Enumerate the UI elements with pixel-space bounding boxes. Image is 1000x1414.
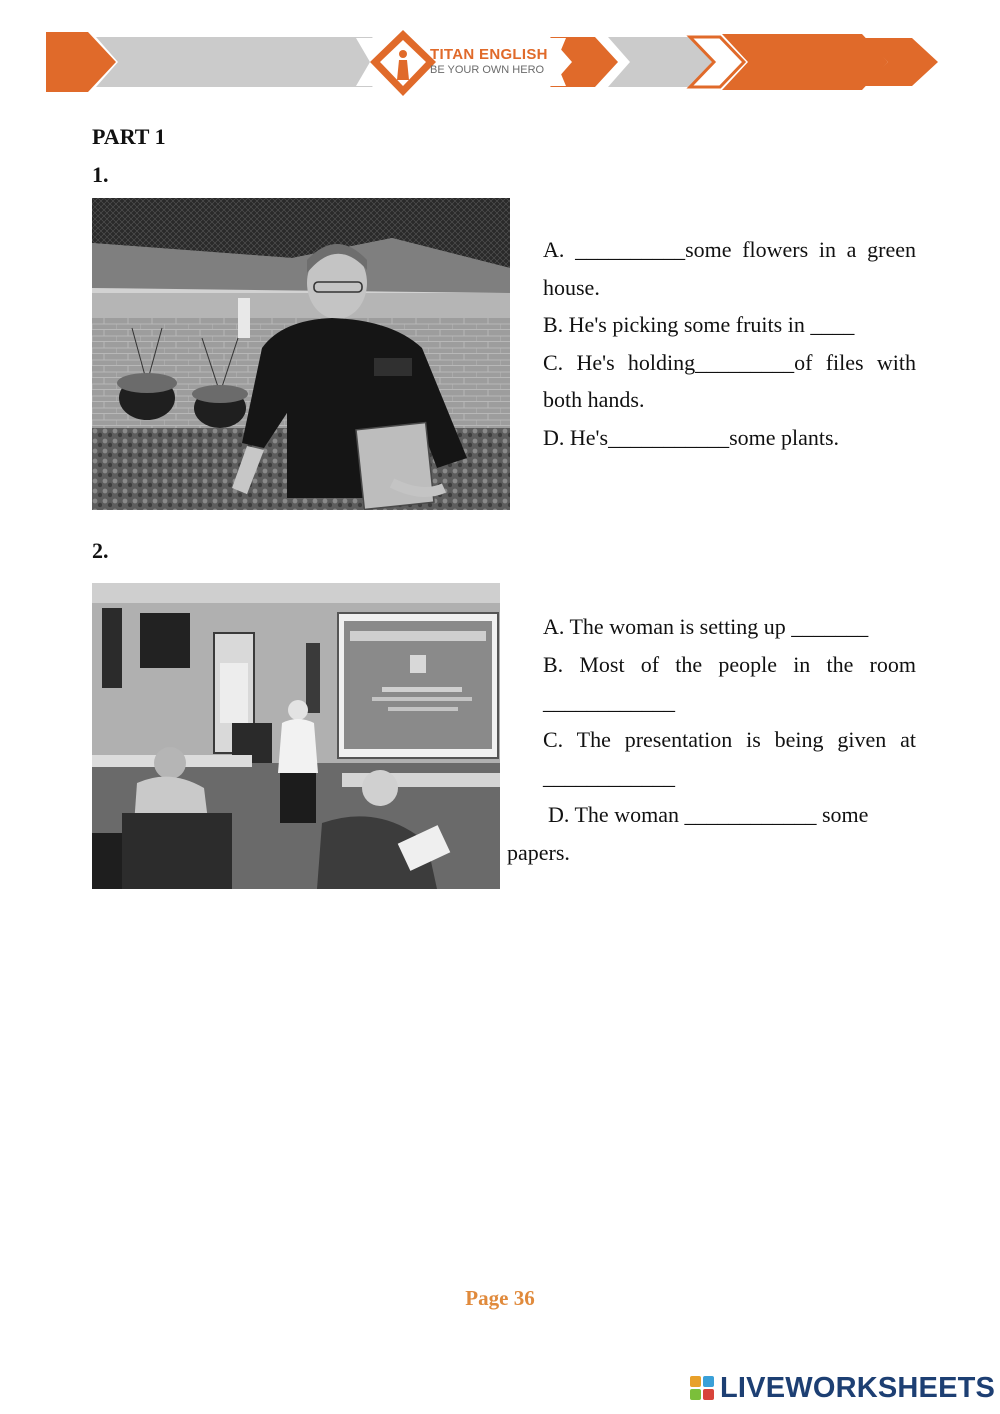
liveworksheets-logo-icon: [690, 1376, 716, 1402]
question-2-option-d[interactable]: D. The woman ____________ some: [548, 801, 869, 827]
brand-logo-text: [430, 46, 548, 77]
greenhouse-photo-illustration: [92, 198, 510, 510]
question-1-number: 1.: [92, 162, 109, 187]
part-title: PART 1: [92, 124, 166, 149]
question-2-option-d-tail: papers.: [507, 840, 570, 865]
question-2-number: 2.: [92, 538, 109, 563]
question-1-option-d[interactable]: D. He's___________some plants.: [543, 424, 840, 450]
question-1-options: [543, 231, 916, 457]
question-2-option-b[interactable]: B. Most of the people in the room ____________: [543, 651, 916, 715]
watermark-text: LIVEWORKSHEETS: [720, 1372, 996, 1404]
header-banner: [0, 0, 1000, 110]
presentation-photo-illustration: [92, 583, 500, 889]
liveworksheets-watermark: [690, 1372, 995, 1405]
question-2-option-c[interactable]: C. The presentation is being given at ____________: [543, 726, 916, 790]
question-1-option-c[interactable]: C. He's holding_________of files with both hands.: [543, 349, 916, 413]
brand-tagline: BE YOUR OWN HERO: [430, 64, 545, 76]
brand-name: TITAN ENGLISH: [430, 46, 548, 63]
page-number: Page 36: [465, 1286, 535, 1310]
question-2-options: [543, 608, 916, 834]
question-1-option-b[interactable]: B. He's picking some fruits in ____: [543, 312, 855, 338]
question-1-option-a[interactable]: A. __________some flowers in a green house.: [543, 237, 916, 300]
woman-presenting-photo: [92, 583, 500, 889]
question-2-option-a[interactable]: A. The woman is setting up _______: [543, 614, 869, 639]
man-in-greenhouse-photo: [92, 198, 510, 510]
